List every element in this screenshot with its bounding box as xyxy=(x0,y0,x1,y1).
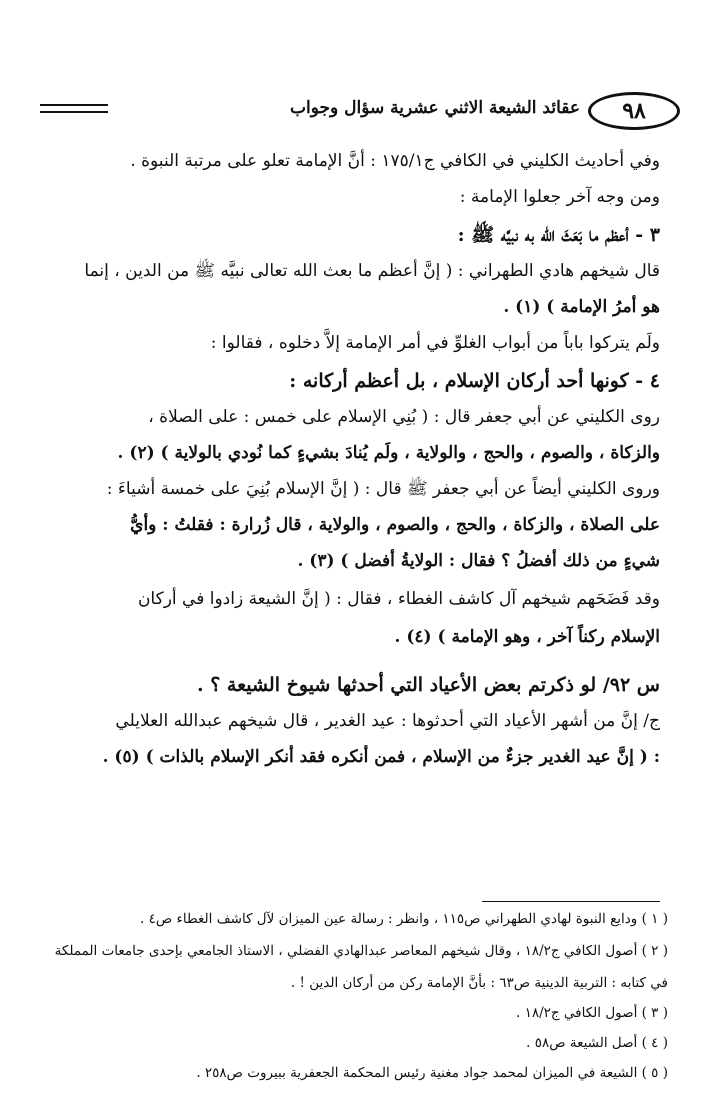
footnote-2: ( ٢ ) أصول الكافي ج١٨/٢ ، وقال شيخهم المعاصر عبدالهادي الفضلي ، الاستاذ الجامعي بإحدى جامعات المملكة xyxy=(54,943,668,959)
paragraph-line: هو أمرُ الإمامة ) (١) . xyxy=(503,297,660,317)
header-rule xyxy=(40,104,108,113)
footnote-3: ( ٣ ) أصول الكافي ج١٨/٢ . xyxy=(515,1005,668,1021)
section-heading-3: ٣ - أعظم ما بَعَثَ الله به نبيَّه ﷺ : xyxy=(457,224,660,246)
paragraph-line: ومن وجه آخر جعلوا الإمامة : xyxy=(459,187,660,207)
paragraph-line: روى الكليني عن أبي جعفر قال : ( بُنِي الإسلام على خمس : على الصلاة ، xyxy=(148,407,660,427)
page-header xyxy=(40,92,680,126)
paragraph-line: وروى الكليني أيضاً عن أبي جعفر ﷺ قال : ( إنَّ الإسلام بُنِيَ على خمسة أشياءَ : xyxy=(106,479,660,499)
paragraph-line: الإسلام ركناً آخر ، وهو الإمامة ) (٤) . xyxy=(394,627,660,647)
paragraph-line: وقد فَضَحَهم شيخهم آل كاشف الغطاء ، فقال : ( إنَّ الشيعة زادوا في أركان xyxy=(137,589,660,609)
page-body xyxy=(48,142,660,770)
answer-line: : ( إنَّ عيد الغدير جزءٌ من الإسلام ، فمن أنكره فقد أنكر الإسلام بالذات ) (٥) . xyxy=(102,747,660,767)
paragraph-line: على الصلاة ، والزكاة ، والحج ، والصوم ، والولاية ، قال زُرارة : فقلتُ : وأيُّ xyxy=(130,515,660,535)
answer-line: ج/ إنَّ من أشهر الأعياد التي أحدثوها : عيد الغدير ، قال شيخهم عبدالله العلايلي xyxy=(115,711,660,731)
page-number: ٩٨ xyxy=(588,92,680,130)
question-92: س ٩٢/ لو ذكرتم بعض الأعياد التي أحدثها شيوخ الشيعة ؟ . xyxy=(196,674,660,696)
footnotes xyxy=(38,910,668,1082)
footnote-divider xyxy=(482,901,660,902)
paragraph-line: شيءٍ من ذلك أفضلُ ؟ فقال : الولايةُ أفضل ) (٣) . xyxy=(297,551,660,571)
footnote-2-cont: في كتابه : التربية الدينية ص٦٣ : بأنَّ الإمامة ركن من أركان الدين ! . xyxy=(290,975,668,991)
paragraph-line: وفي أحاديث الكليني في الكافي ج١٧٥/١ : أنَّ الإمامة تعلو على مرتبة النبوة . xyxy=(130,151,660,171)
running-title: عقائد الشيعة الاثني عشرية سؤال وجواب xyxy=(290,98,580,118)
footnote-4: ( ٤ ) أصل الشيعة ص٥٨ . xyxy=(526,1035,668,1051)
footnote-1: ( ١ ) ودايع النبوة لهادي الطهراني ص١١٥ ، وانظر : رسالة عين الميزان لآل كاشف الغطاء ص٤ . xyxy=(140,911,668,927)
footnote-5: ( ٥ ) الشيعة في الميزان لمحمد جواد مغنية رئيس المحكمة الجعفرية ببيروت ص٢٥٨ . xyxy=(196,1065,668,1081)
paragraph-line: ولَم يتركوا باباً من أبواب الغلوِّ في أمر الإمامة إلاَّ دخلوه ، فقالوا : xyxy=(210,333,660,353)
section-heading-4: ٤ - كونها أحد أركان الإسلام ، بل أعظم أركانه : xyxy=(289,370,660,392)
paragraph-line: قال شيخهم هادي الطهراني : ( إنَّ أعظم ما بعث الله تعالى نبيَّه ﷺ من الدين ، إنما xyxy=(84,261,660,281)
paragraph-line: والزكاة ، والصوم ، والحج ، والولاية ، ولَم يُنادَ بشيءٍ كما نُودي بالولاية ) (٢) . xyxy=(117,443,660,463)
